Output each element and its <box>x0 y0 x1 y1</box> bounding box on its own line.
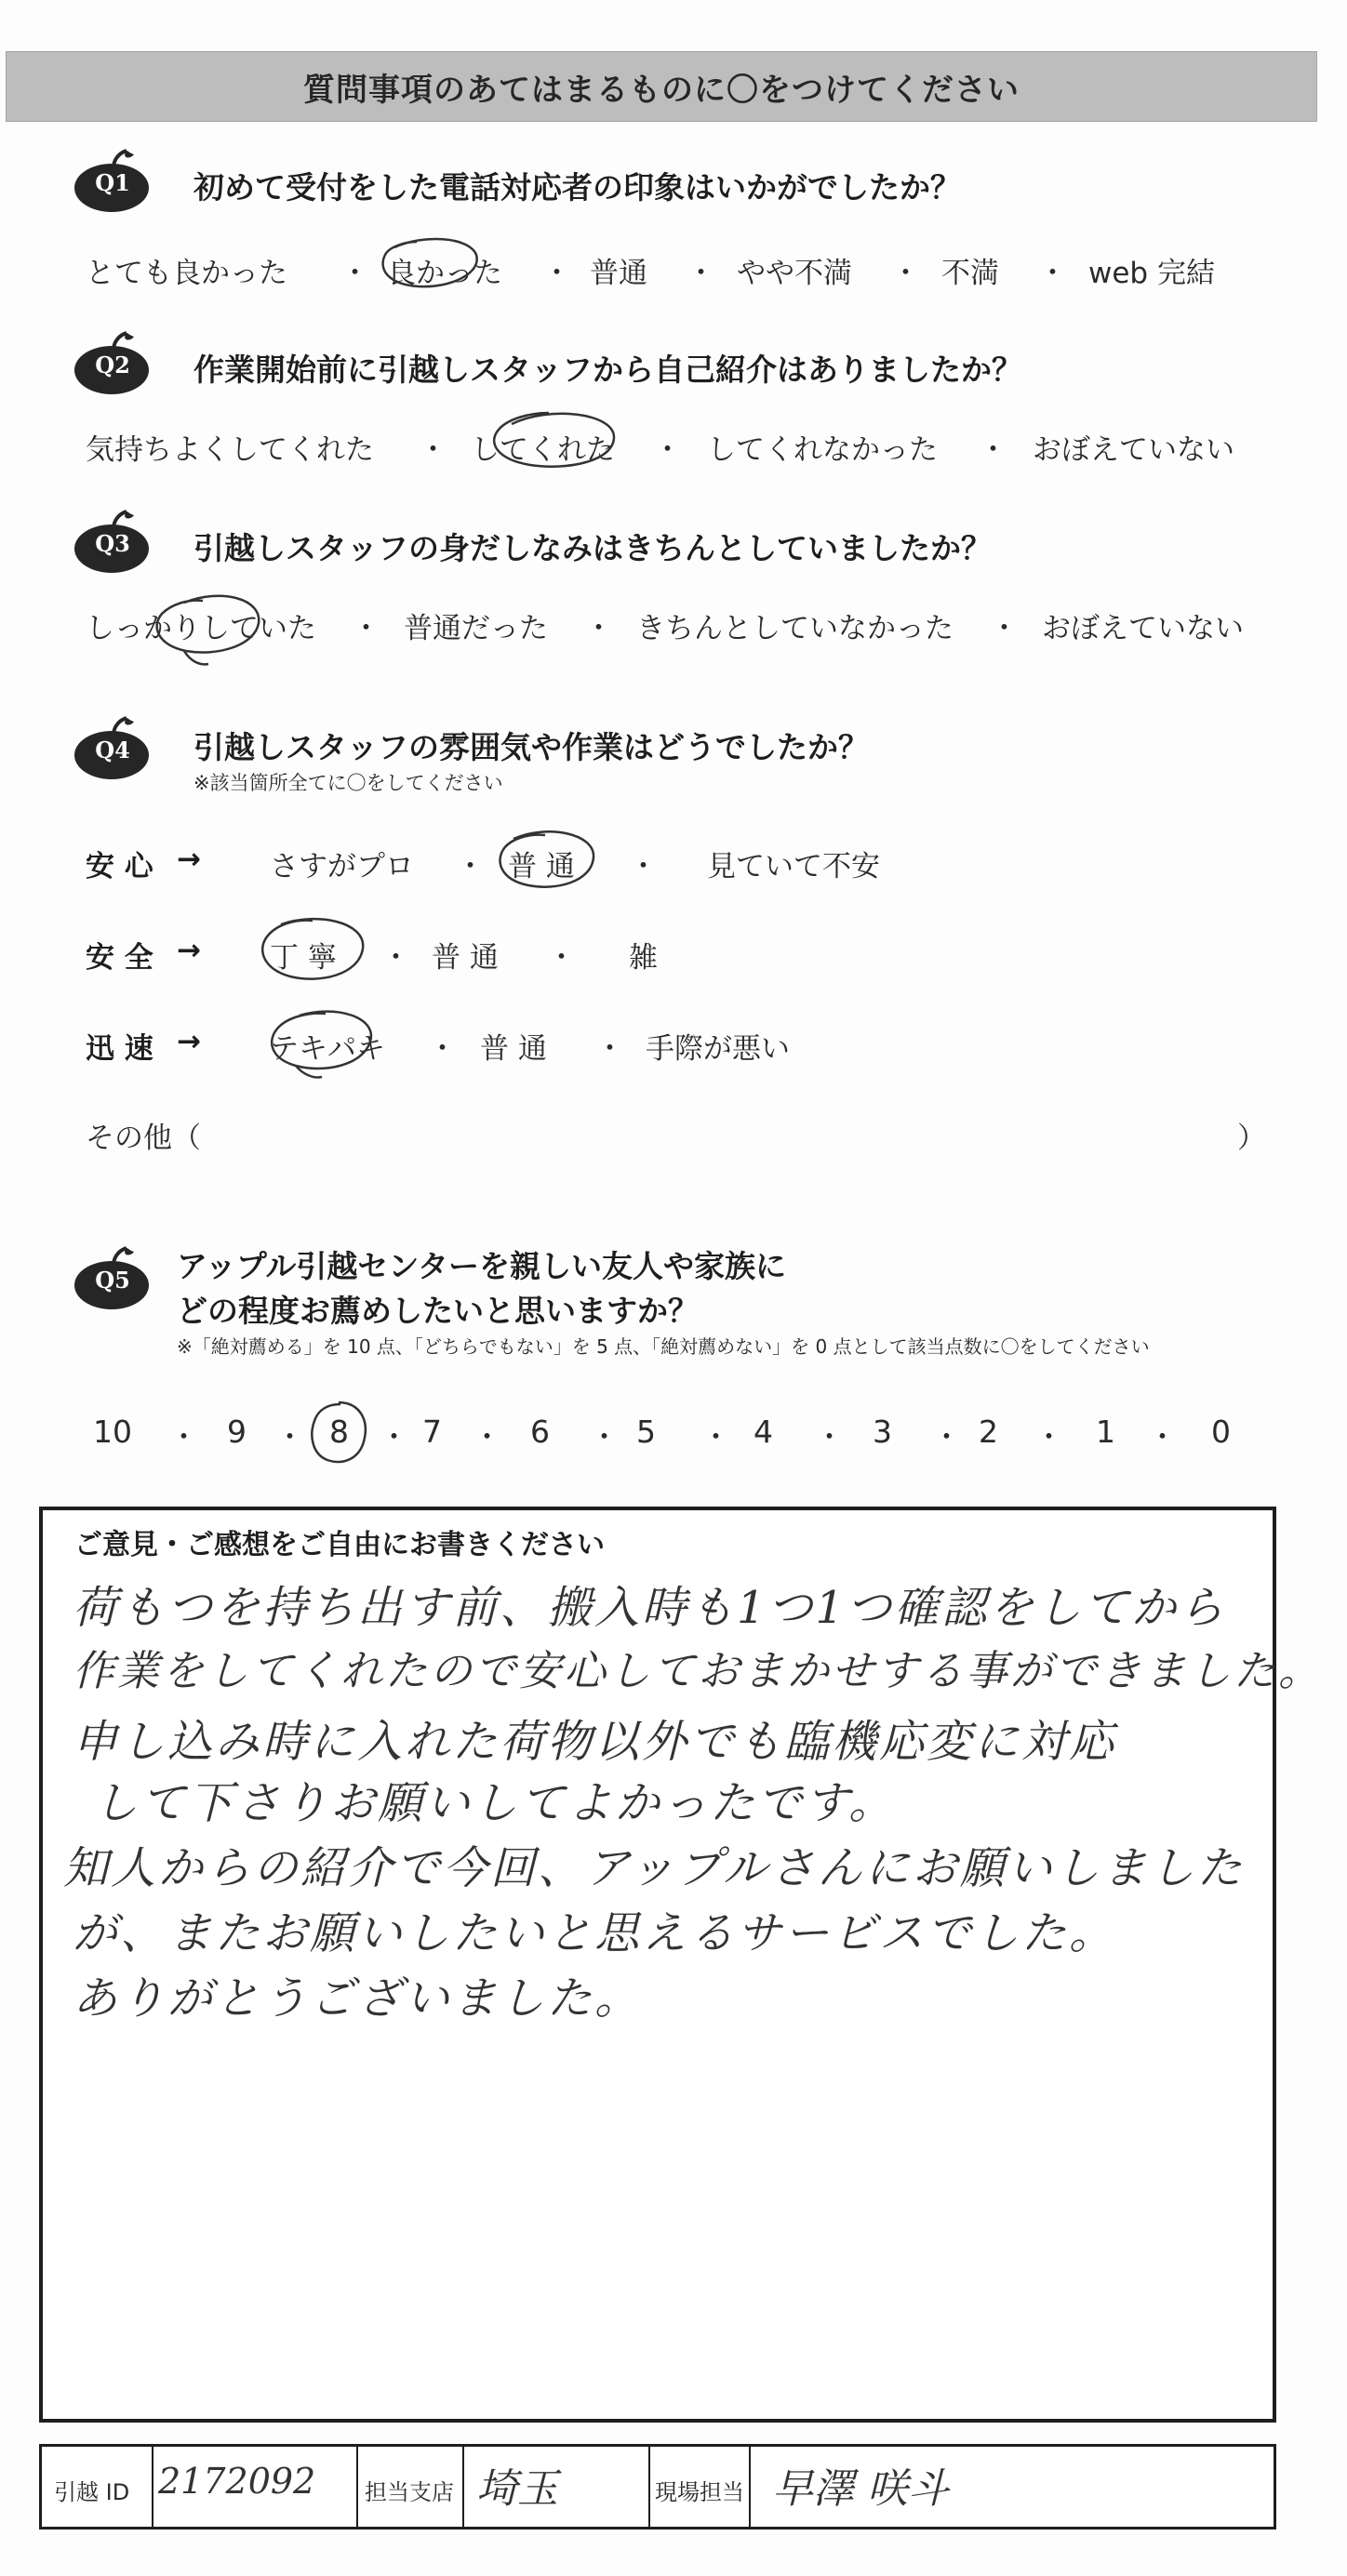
q4-apple-icon <box>73 716 153 781</box>
separator: ・ <box>1148 1421 1177 1454</box>
separator: ・ <box>629 850 658 883</box>
q4-row2-option-rough[interactable]: 雑 <box>629 941 658 975</box>
q4-row3-selected-circle-icon <box>262 1004 383 1086</box>
separator: ・ <box>584 612 613 645</box>
q1-badge-label: Q1 <box>95 169 130 196</box>
q4-row-safety-label: 安 全 <box>86 941 153 975</box>
q2-badge-label: Q2 <box>95 352 130 378</box>
separator: ・ <box>590 1421 619 1454</box>
q5-note: ※「絶対薦める」を 10 点、「どちらでもない」を 5 点、「絶対薦めない」を 0 点として該当点数に〇をしてください <box>177 1335 1150 1358</box>
id-value: 2172092 <box>158 2461 316 2502</box>
q3-badge-label: Q3 <box>95 530 130 557</box>
comment-line: 荷もつを持ち出す前、搬入時も1つ1つ確認をしてから <box>73 1582 1227 1634</box>
q3-option-normal[interactable]: 普通だった <box>404 612 548 645</box>
separator: ・ <box>381 941 410 975</box>
q5-selected-circle-icon <box>307 1399 372 1473</box>
q5-title-line2: どの程度お薦めしたいと思いますか？ <box>177 1293 699 1329</box>
q3-apple-icon <box>73 510 153 575</box>
q4-row1-option-anxious[interactable]: 見ていて不安 <box>707 850 880 883</box>
q4-row-safety-mind-label: 安 心 <box>86 850 153 883</box>
separator: ・ <box>419 433 447 467</box>
q4-row1-option-normal[interactable]: 普 通 <box>508 850 575 883</box>
q4-badge-label: Q4 <box>95 737 130 764</box>
q2-option-yes[interactable]: してくれた <box>471 433 615 467</box>
arrow-right-icon: → <box>177 934 201 967</box>
q4-row3-option-clumsy[interactable]: 手際が悪い <box>646 1032 790 1066</box>
q3-selected-circle-icon <box>147 586 268 673</box>
branch-label: 担当支店 <box>365 2479 454 2505</box>
q4-row2-selected-circle-icon <box>253 911 374 995</box>
separator: ・ <box>595 1032 624 1066</box>
comment-line: 知人からの紹介で今回、アップルさんにお願いしました <box>63 1842 1245 1894</box>
separator: ・ <box>1034 1421 1063 1454</box>
q3-option-neat[interactable]: しっかりしていた <box>86 612 316 645</box>
q1-option-web[interactable]: web 完結 <box>1088 257 1215 290</box>
comment-title: ご意見・ご感想をご自由にお書きください <box>74 1529 605 1561</box>
separator: ・ <box>380 1421 408 1454</box>
separator: ・ <box>542 257 571 290</box>
q1-option-dissatisfied[interactable]: 不満 <box>941 257 999 290</box>
q1-title: 初めて受付をした電話対応者の印象はいかがでしたか？ <box>193 169 961 206</box>
q4-row2-option-normal[interactable]: 普 通 <box>432 941 499 975</box>
q1-option-normal[interactable]: 普通 <box>590 257 647 290</box>
q3-option-not-neat[interactable]: きちんとしていなかった <box>636 612 954 645</box>
q4-row1-option-professional[interactable]: さすがプロ <box>270 850 414 883</box>
q4-row3-option-efficient[interactable]: テキパキ <box>270 1032 385 1066</box>
score-4[interactable]: 4 <box>754 1414 773 1450</box>
q4-note: ※該当箇所全てに〇をしてください <box>193 772 503 794</box>
q1-option-somewhat-dissatisfied[interactable]: やや不満 <box>737 257 852 290</box>
score-7[interactable]: 7 <box>422 1414 442 1450</box>
q2-apple-icon <box>73 331 153 396</box>
separator: ・ <box>932 1421 961 1454</box>
score-6[interactable]: 6 <box>530 1414 550 1450</box>
score-2[interactable]: 2 <box>979 1414 998 1450</box>
instruction-banner <box>6 51 1317 122</box>
q4-row1-selected-circle-icon <box>491 824 603 902</box>
q1-apple-icon <box>73 149 153 214</box>
q4-other-close: ） <box>1237 1122 1266 1155</box>
q2-option-dont-remember[interactable]: おぼえていない <box>1033 433 1234 467</box>
separator: ・ <box>473 1421 501 1454</box>
comment-line: が、またお願いしたいと思えるサービスでした。 <box>73 1907 1117 1959</box>
separator: ・ <box>1038 257 1067 290</box>
comment-line: ありがとうございました。 <box>73 1972 643 2025</box>
separator: ・ <box>275 1421 304 1454</box>
q4-row2-option-careful[interactable]: 丁 寧 <box>270 941 337 975</box>
q5-title-line1: アップル引越センターを親しい友人や家族に <box>177 1248 787 1284</box>
q4-row3-option-normal[interactable]: 普 通 <box>480 1032 547 1066</box>
arrow-right-icon: → <box>177 843 201 876</box>
separator: ・ <box>547 941 576 975</box>
q2-title: 作業開始前に引越しスタッフから自己紹介はありましたか？ <box>193 352 1022 388</box>
q5-badge-label: Q5 <box>95 1267 130 1294</box>
comment-line: 申し込み時に入れた荷物以外でも臨機応変に対応 <box>73 1716 1117 1768</box>
q3-title: 引越しスタッフの身だしなみはきちんとしていましたか？ <box>193 530 992 566</box>
score-1[interactable]: 1 <box>1096 1414 1115 1450</box>
separator: ・ <box>352 612 380 645</box>
score-9[interactable]: 9 <box>227 1414 247 1450</box>
q4-title: 引越しスタッフの雰囲気や作業はどうでしたか？ <box>193 729 869 765</box>
q5-apple-icon <box>73 1246 153 1311</box>
id-label: 引越 ID <box>54 2479 130 2505</box>
arrow-right-icon: → <box>177 1025 201 1058</box>
q2-option-warmly[interactable]: 気持ちよくしてくれた <box>86 433 374 467</box>
q1-selected-circle-icon <box>376 232 487 301</box>
separator: ・ <box>891 257 920 290</box>
branch-value: 埼玉 <box>476 2465 558 2513</box>
separator: ・ <box>815 1421 844 1454</box>
q1-option-very-good[interactable]: とても良かった <box>86 257 287 290</box>
q1-option-good[interactable]: 良かった <box>387 257 502 290</box>
separator: ・ <box>340 257 369 290</box>
staff-label: 現場担当 <box>655 2479 744 2505</box>
separator: ・ <box>687 257 715 290</box>
staff-value: 早澤 咲斗 <box>772 2465 949 2513</box>
separator: ・ <box>979 433 1007 467</box>
separator: ・ <box>169 1421 198 1454</box>
separator: ・ <box>456 850 485 883</box>
instruction-text: 質問事項のあてはまるものに〇をつけてください <box>303 71 1020 109</box>
q2-option-no[interactable]: してくれなかった <box>707 433 938 467</box>
comment-line: 作業をしてくれたので安心しておまかせする事ができました。 <box>73 1646 1324 1695</box>
score-3[interactable]: 3 <box>873 1414 892 1450</box>
separator: ・ <box>990 612 1019 645</box>
comment-line: して下さりお願いしてよかったです。 <box>93 1777 897 1829</box>
separator: ・ <box>428 1032 457 1066</box>
score-10[interactable]: 10 <box>93 1414 132 1450</box>
score-5[interactable]: 5 <box>636 1414 656 1450</box>
q4-row-speed-label: 迅 速 <box>86 1032 153 1066</box>
q3-option-dont-remember[interactable]: おぼえていない <box>1042 612 1244 645</box>
score-8[interactable]: 8 <box>329 1414 349 1450</box>
separator: ・ <box>653 433 682 467</box>
separator: ・ <box>701 1421 730 1454</box>
q2-selected-circle-icon <box>484 405 623 484</box>
q4-other-label: その他（ <box>86 1122 201 1155</box>
score-0[interactable]: 0 <box>1211 1414 1231 1450</box>
